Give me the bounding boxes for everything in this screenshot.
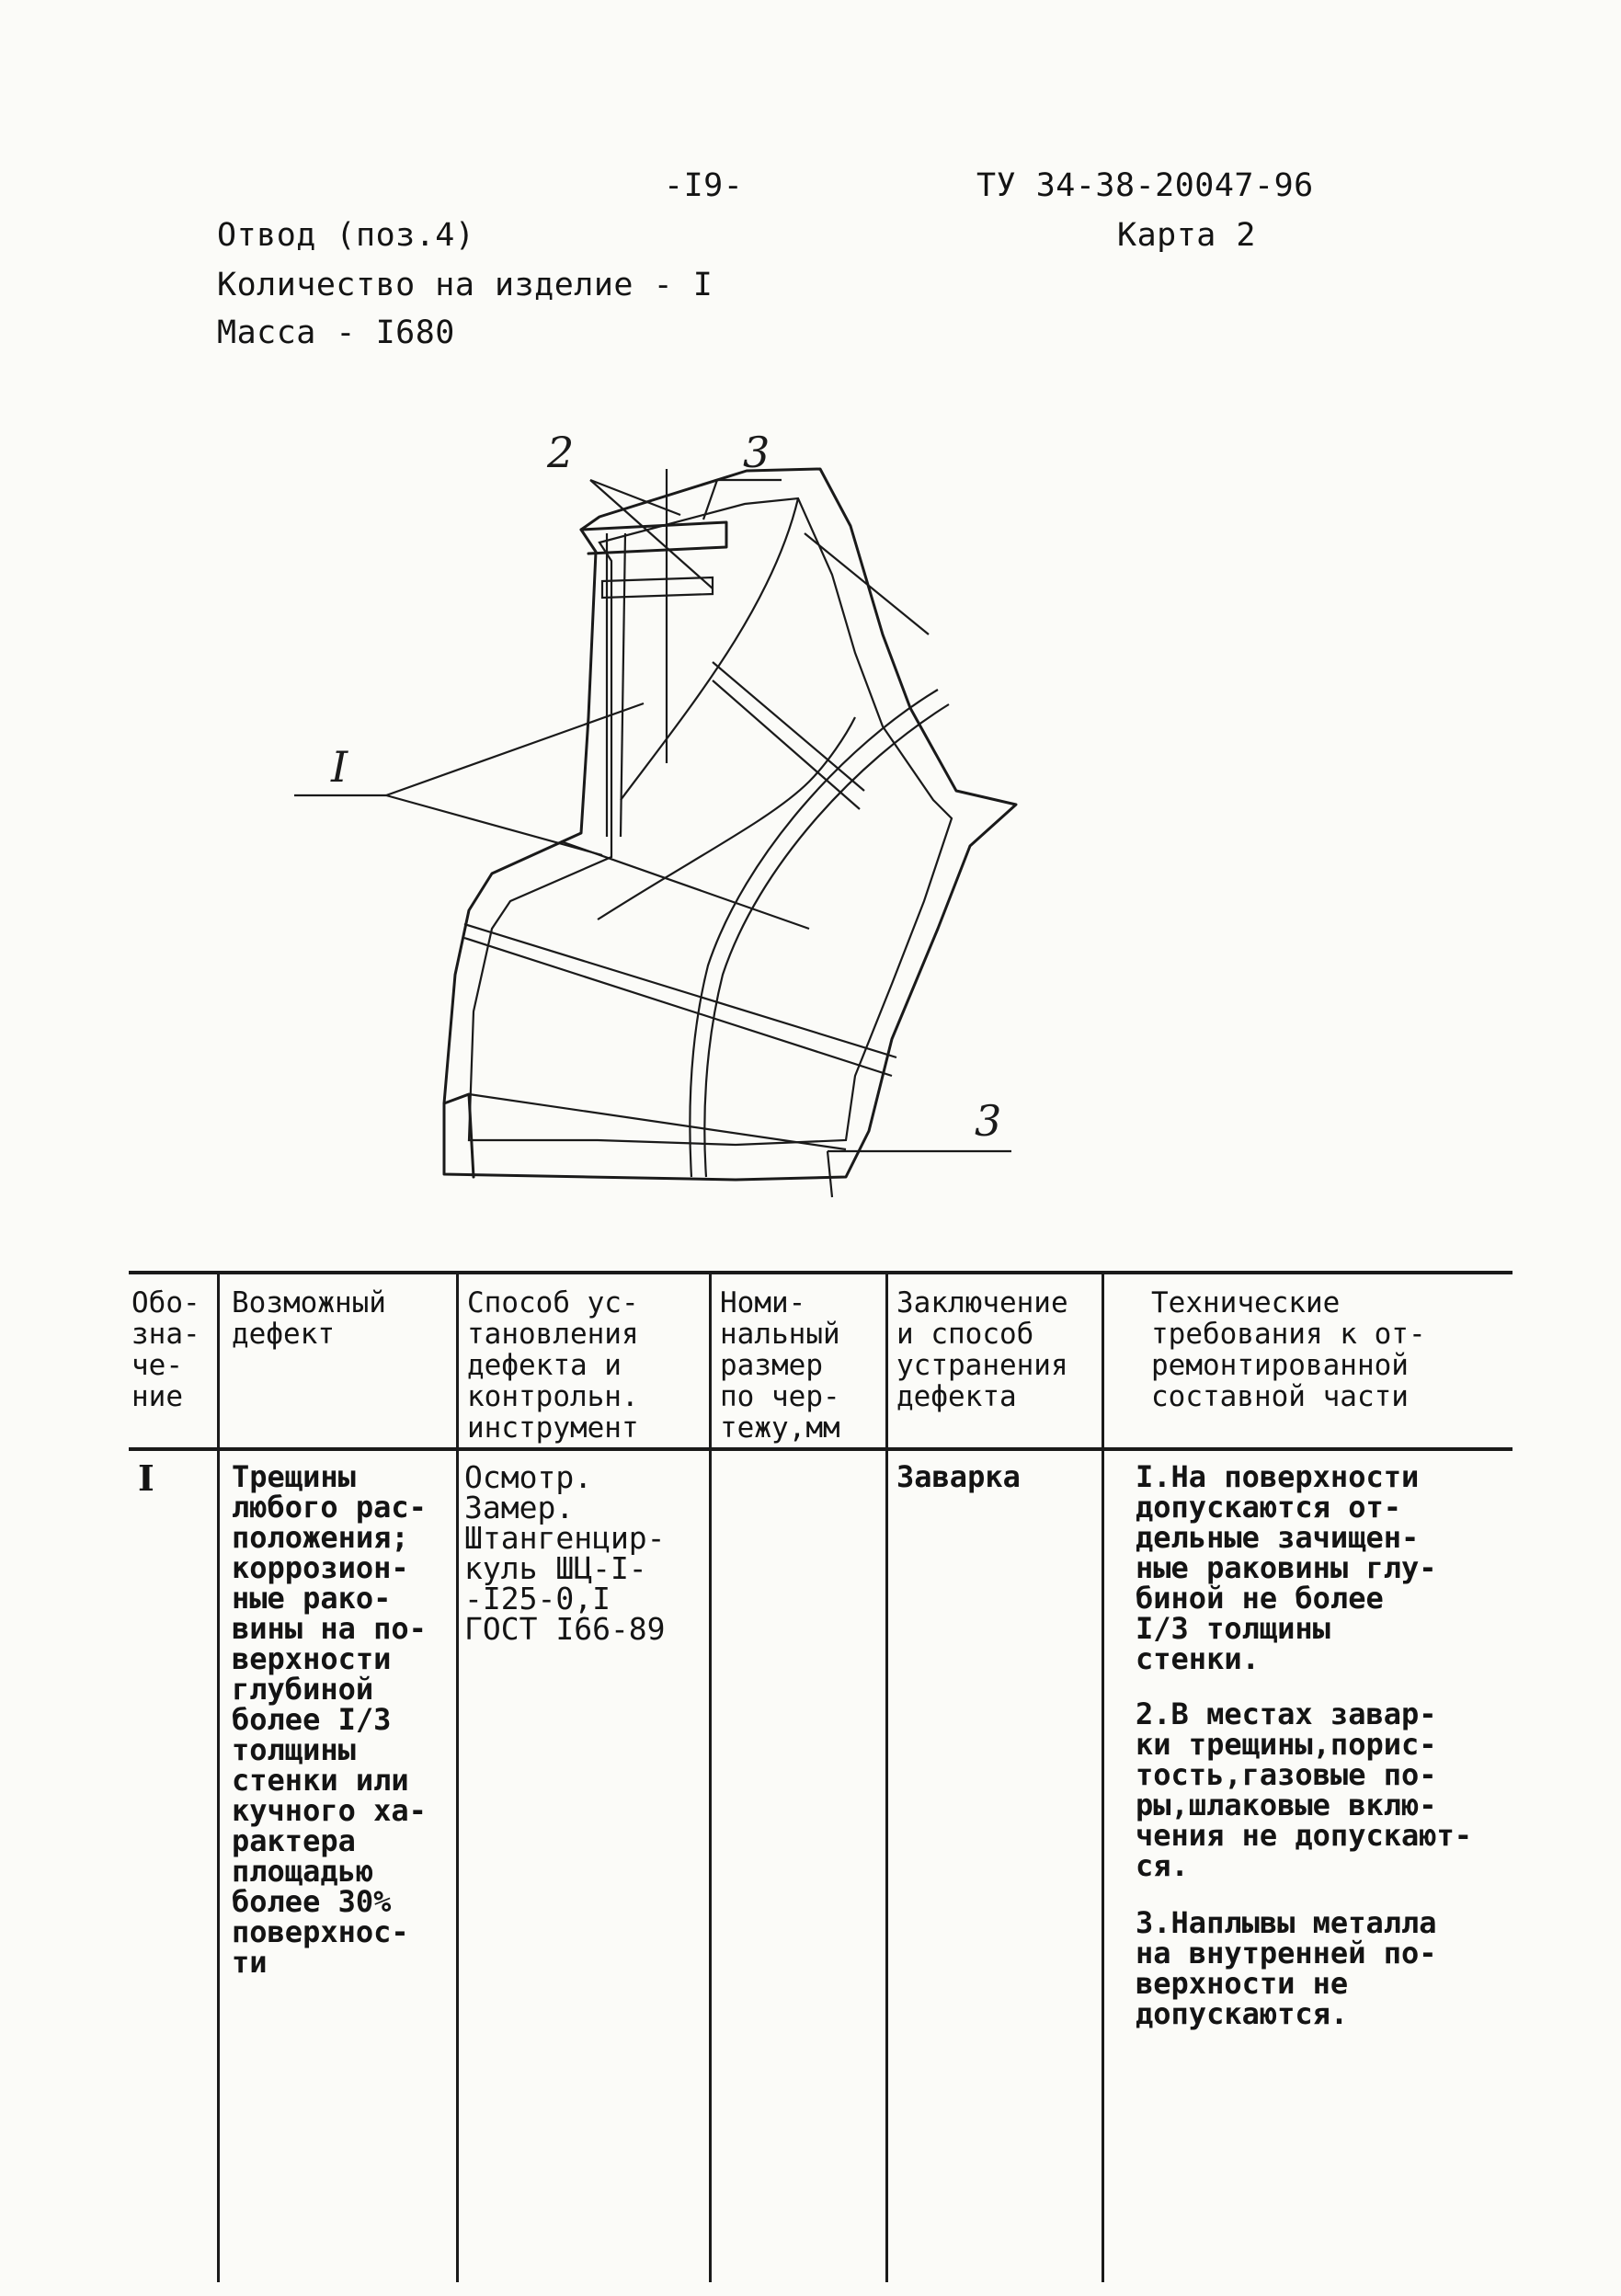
callout-2: 2 <box>547 428 575 477</box>
row-conclusion: Заварка <box>896 1459 1021 1494</box>
col-line-4 <box>885 1271 888 2282</box>
col-line-5 <box>1102 1271 1104 2282</box>
col-line-2 <box>456 1271 459 2282</box>
row-designation: I <box>138 1457 154 1499</box>
header-conclusion: Заключение и способ устранения дефекта <box>896 1286 1068 1413</box>
radial-2 <box>713 662 864 791</box>
radial-4b <box>464 938 892 1076</box>
curved-seam-2b <box>704 704 949 1177</box>
leader-3-bottom-b <box>828 1151 832 1197</box>
callout-1: I <box>331 742 348 792</box>
col-line-1 <box>217 1271 220 2282</box>
row-method: Осмотр. Замер. Штангенцир- куль ШЦ-I- -I25-0,I ГОСТ I66-89 <box>464 1459 666 1647</box>
callout-3-bottom: 3 <box>975 1096 1002 1146</box>
table-top-border <box>129 1271 1513 1274</box>
callout-3-top: 3 <box>743 428 771 477</box>
part-name: Отвод (поз.4) <box>217 217 475 254</box>
top-ring-right <box>621 533 625 837</box>
doc-code: ТУ 34-38-20047-96 <box>976 167 1314 204</box>
curved-seam-1 <box>621 498 798 800</box>
leader-1a <box>386 703 644 795</box>
leader-2b <box>590 480 713 588</box>
card-number: Карта 2 <box>1117 217 1257 254</box>
elbow-outer-contour <box>444 469 1016 1180</box>
header-designation: Обо- зна- че- ние <box>131 1286 200 1413</box>
leader-1b <box>386 795 602 855</box>
requirement-1: I.На поверхности допускаются от- дельные зачищен- ные раковины глу- биной не более I/3 толщины стенки. <box>1136 1459 1437 1676</box>
header-nominal: Номи- нальный размер по чер- тежу,мм <box>720 1286 840 1445</box>
row-defect: Трещины любого рас- положения; коррозион- ные рако- вины на по- верхности глубиной более I/3 толщины стенки или кучного ха- рактера площадью более 30% поверхнос- ти <box>232 1459 427 1980</box>
top-insert <box>602 577 713 598</box>
requirement-3: 3.Наплывы металла на внутренней по- верхности не допускаются. <box>1136 1905 1437 2031</box>
curved-seam-2 <box>690 690 938 1177</box>
page-number: -I9- <box>664 167 744 204</box>
radial-1 <box>805 533 929 634</box>
requirement-2: 2.В местах завар- ки трещины,порис- тость,газовые по- ры,шлаковые вклю- чения не допускают- ся. <box>1136 1696 1473 1883</box>
elbow-drawing <box>294 414 1122 1205</box>
header-requirements: Технические требования к от- ремонтированной составной части <box>1151 1286 1426 1413</box>
header-method: Способ ус- тановления дефекта и контрольн. инструмент <box>467 1286 639 1445</box>
table-header-bottom <box>129 1447 1513 1451</box>
mass-line: Масса - I680 <box>217 314 455 351</box>
header-defect: Возможный дефект <box>232 1286 386 1351</box>
col-line-3 <box>709 1271 712 2282</box>
radial-4 <box>464 924 896 1057</box>
quantity-line: Количество на изделие - I <box>217 267 713 303</box>
